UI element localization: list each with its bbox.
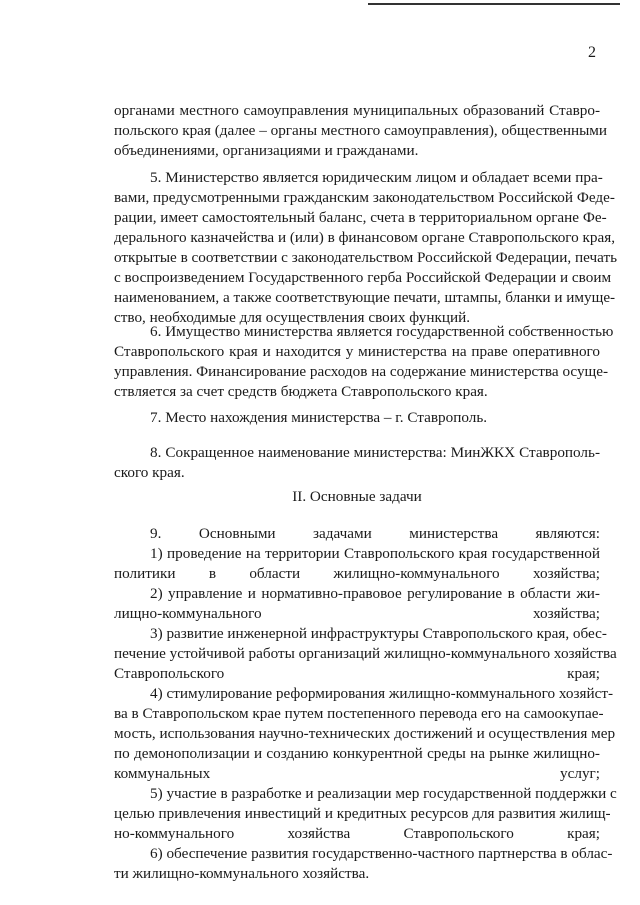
text-line: печение устойчивой работы организаций жилищно-коммунального хозяйства (114, 645, 617, 662)
paragraph-7 (114, 408, 600, 428)
top-rule (368, 3, 620, 5)
text-line: дерального казначейства и (или) в финансовом органе Ставропольского края, (114, 229, 616, 246)
text-line: ство, необходимые для осуществления своих функций. (114, 309, 470, 326)
text-line: ского края. (114, 464, 185, 481)
text-line: наименованием, а также соответствующие печати, штампы, бланки и имуще- (114, 289, 616, 306)
text-line: 5) участие в разработке и реализации мер государственной поддержки с (150, 785, 617, 802)
text-line: объединениями, организациями и гражданами. (114, 142, 419, 159)
text-line: 5. Министерство является юридическим лицом и обладает всеми пра- (150, 169, 603, 186)
text-line: управления. Финансирование расходов на содержание министерства осуще- (114, 363, 609, 380)
text-line: мость, использования научно-технических достижений и осуществления мер (114, 725, 616, 742)
text-line: 6. Имущество министерства является государственной собственностью (150, 323, 614, 340)
text-line: открытые в соответствии с законодательством Российской Федерации, печать (114, 249, 618, 266)
text-line: политики в области жилищно-коммунального хозяйства; (114, 565, 600, 582)
text-line: лищно-коммунального хозяйства; (114, 605, 600, 622)
page-number: 2 (588, 44, 596, 61)
text-line: ти жилищно-коммунального хозяйства. (114, 865, 370, 882)
text-line: польского края (далее – органы местного самоуправления), общественными (114, 122, 608, 139)
text-line: ствляется за счет средств бюджета Ставропольского края. (114, 383, 488, 400)
text-line: 8. Сокращенное наименование министерства: МинЖКХ Ставрополь- (150, 444, 600, 461)
text-line: с воспроизведением Государственного герба Российской Федерации и своим (114, 269, 612, 286)
text-line: 6) обеспечение развития государственно-частного партнерства в облас- (150, 845, 613, 862)
text-line: Ставропольского края; (114, 665, 600, 682)
text-line: по демонополизации и созданию конкурентной среды на рынке жилищно- (114, 745, 600, 762)
text-line: вами, предусмотренными гражданским законодательством Российской Феде- (114, 189, 615, 206)
text-line: Ставропольского края и находится у министерства на праве оперативного (114, 343, 600, 360)
section-heading: II. Основные задачи (292, 488, 422, 505)
text-line: целью привлечения инвестиций и кредитных ресурсов для развития жилищ- (114, 805, 611, 822)
paragraph-8 (114, 443, 600, 483)
text-line: 9. Основными задачами министерства являются: (150, 525, 600, 542)
text-line: 7. Место нахождения министерства – г. Ставрополь. (150, 409, 488, 426)
paragraph-continuation (114, 101, 608, 161)
text-line: 4) стимулирование реформирования жилищно-коммунального хозяйст- (150, 685, 614, 702)
text-line: органами местного самоуправления муниципальных образований Ставро- (114, 102, 600, 119)
text-line: рации, имеет самостоятельный баланс, счета в территориальном органе Фе- (114, 209, 607, 226)
paragraph-6 (114, 322, 614, 402)
text-line: но-коммунального хозяйства Ставропольского края; (114, 825, 600, 842)
text-line: ва в Ставропольском крае путем постепенного перевода его на самоокупае- (114, 705, 604, 722)
text-line: коммунальных услуг; (114, 765, 600, 782)
paragraph-5 (114, 168, 618, 328)
paragraph-9-list (114, 524, 617, 884)
text-line: 1) проведение на территории Ставропольского края государственной (150, 545, 600, 562)
text-line: 2) управление и нормативно-правовое регулирование в области жи- (150, 585, 600, 602)
text-line: 3) развитие инженерной инфраструктуры Ставропольского края, обес- (150, 625, 607, 642)
